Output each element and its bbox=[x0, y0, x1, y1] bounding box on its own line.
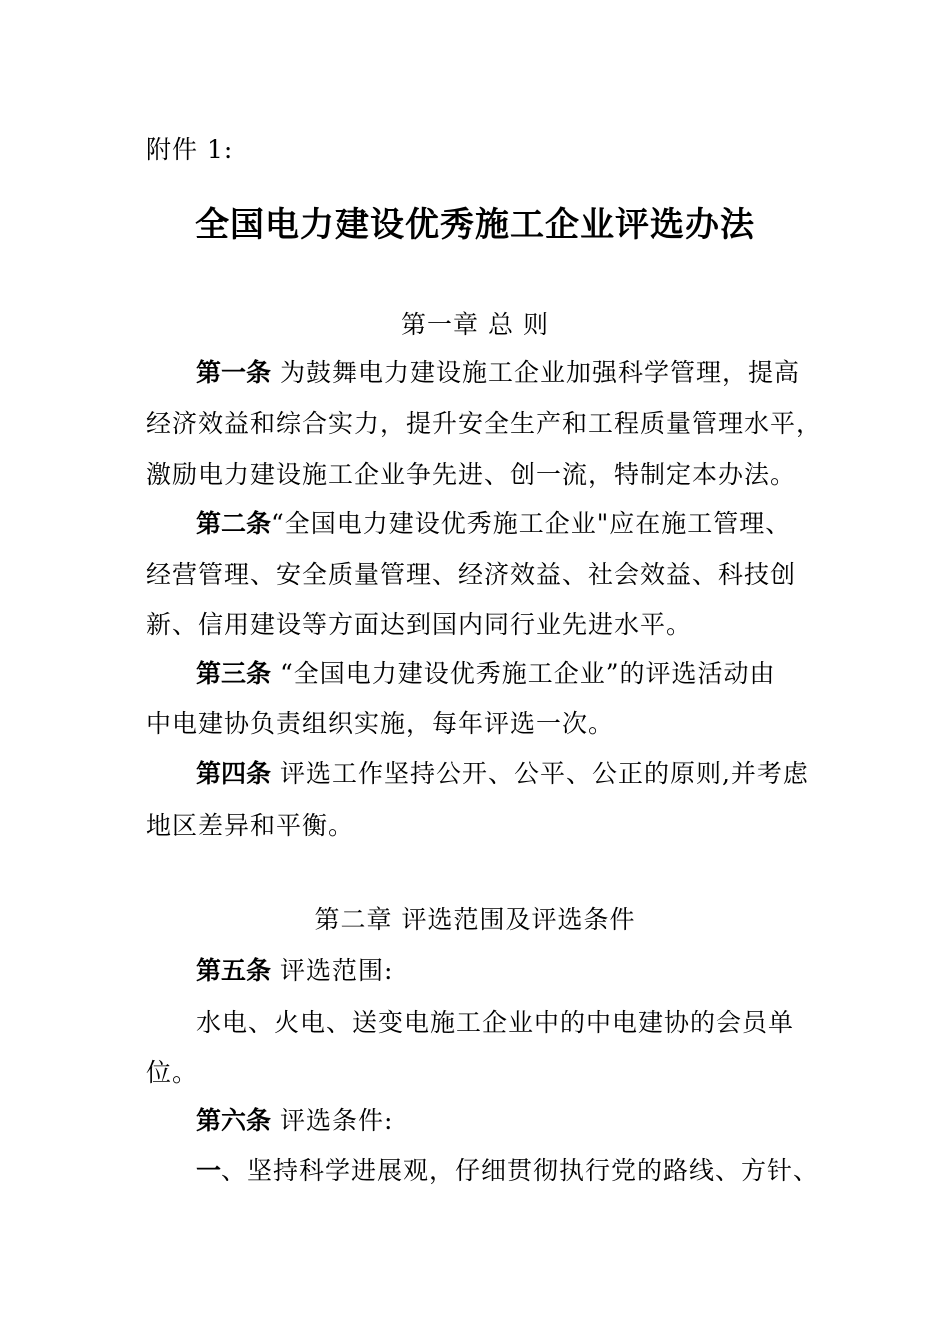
article-2-line-1 bbox=[196, 508, 791, 540]
article-1-label: 第一条 bbox=[196, 358, 272, 387]
article-4-text-1: 评选工作坚持公开、公平、公正的原则,并考虑 bbox=[271, 759, 809, 788]
document-title: 全国电力建设优秀施工企业评选办法 bbox=[195, 205, 755, 245]
article-2-line-2: 经营管理、安全质量管理、经济效益、社会效益、科技创 bbox=[146, 560, 797, 589]
article-5-line-3: 位。 bbox=[146, 1058, 199, 1087]
article-3-line-1 bbox=[196, 658, 776, 690]
chapter-2-heading: 第二章 评选范围及评选条件 bbox=[314, 905, 636, 934]
article-1-line-3: 激励电力建设施工企业争先进、创一流，特制定本办法。 bbox=[146, 460, 797, 489]
article-6-line-1 bbox=[196, 1105, 393, 1137]
article-1-text-1: 为鼓舞电力建设施工企业加强科学管理，提高 bbox=[271, 358, 800, 387]
article-3-line-2: 中电建协负责组织实施，每年评选一次。 bbox=[146, 709, 615, 738]
article-5-label: 第五条 bbox=[196, 956, 272, 985]
article-4-label: 第四条 bbox=[196, 759, 272, 788]
article-3-text-1: “全国电力建设优秀施工企业”的评选活动由 bbox=[271, 659, 776, 688]
article-4-line-2: 地区差异和平衡。 bbox=[146, 811, 355, 840]
article-2-line-3: 新、信用建设等方面达到国内同行业先进水平。 bbox=[146, 610, 693, 639]
article-6-item-1-label: 一 bbox=[196, 1156, 222, 1185]
chapter-1-heading: 第一章 总 则 bbox=[401, 310, 549, 339]
article-1-line-1 bbox=[196, 357, 800, 389]
article-5-line-1 bbox=[196, 955, 393, 987]
article-6-item-1 bbox=[196, 1155, 819, 1187]
article-5-text: 评选范围: bbox=[271, 956, 394, 985]
article-2-label: 第二条 bbox=[196, 509, 272, 538]
attachment-label: 附件 1: bbox=[146, 135, 234, 164]
article-6-label: 第六条 bbox=[196, 1106, 272, 1135]
article-6-item-1-text: 、坚持科学进展观，仔细贯彻执行党的路线、方针、 bbox=[221, 1156, 820, 1185]
article-1-line-2: 经济效益和综合实力，提升安全生产和工程质量管理水平， bbox=[146, 409, 823, 438]
article-4-line-1 bbox=[196, 758, 809, 790]
article-2-text-1: “全国电力建设优秀施工企业"应在施工管理、 bbox=[271, 509, 792, 538]
article-6-text: 评选条件: bbox=[271, 1106, 394, 1135]
article-5-line-2: 水电、火电、送变电施工企业中的中电建协的会员单 bbox=[196, 1008, 795, 1037]
article-3-label: 第三条 bbox=[196, 659, 272, 688]
